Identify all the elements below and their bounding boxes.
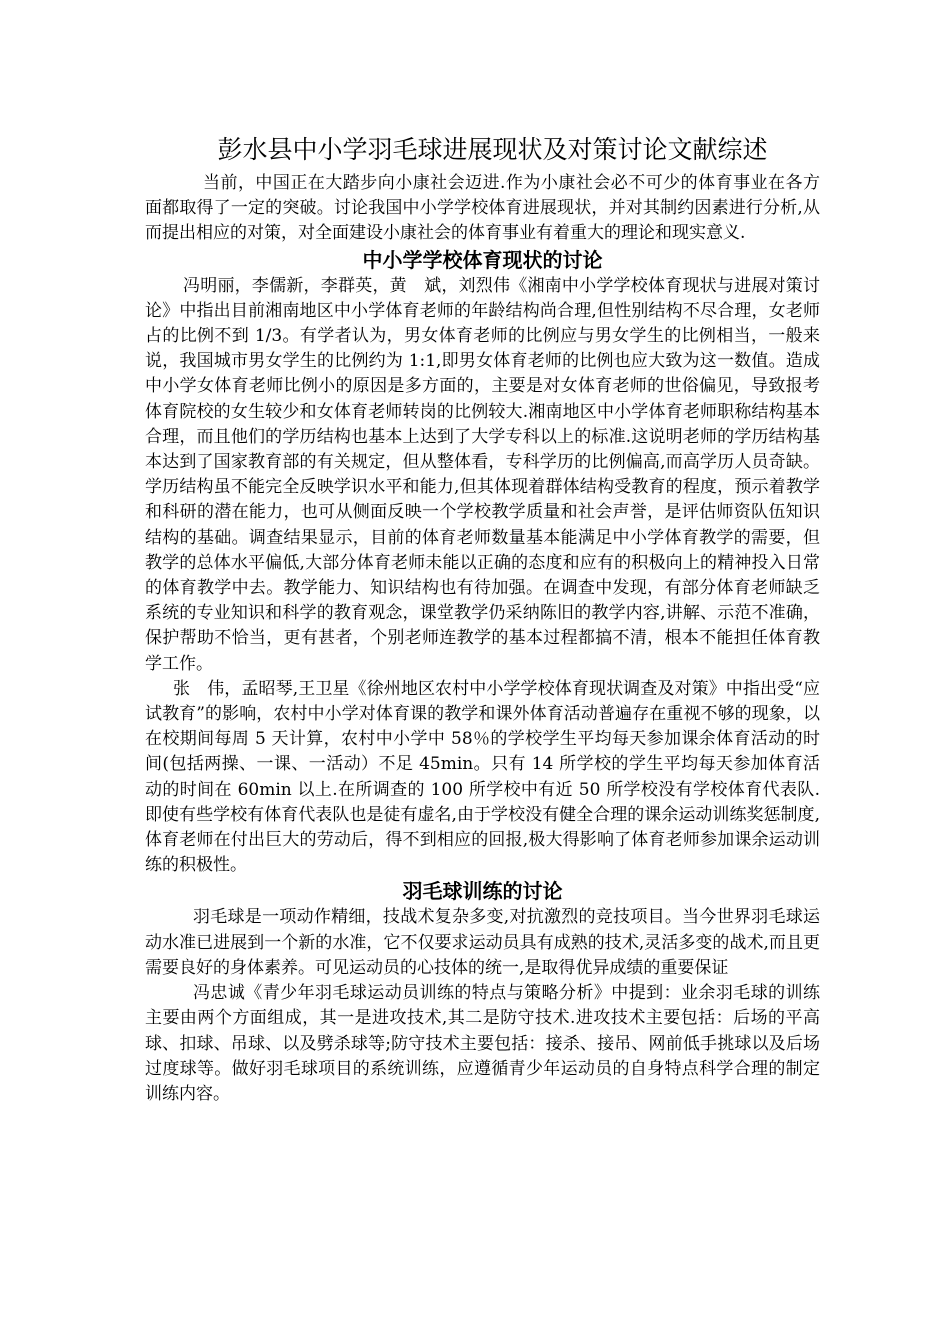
document-page bbox=[145, 133, 820, 1107]
intro-paragraph: 当前，中国正在大踏步向小康社会迈进.作为小康社会必不可少的体育事业在各方面都取得了一定的突破。讨论我国中小学学校体育进展现状，并对其制约因素进行分析,从而提出相应的对策，对全面建设小康社会的体育事业有着重大的理论和现实意义. bbox=[145, 173, 820, 244]
paragraph-school-pe-2: 张 伟，孟昭琴,王卫星《徐州地区农村中小学学校体育现状调查及对策》中指出受“应试教育”的影响，农村中小学对体育课的教学和课外体育活动普遍存在重视不够的现象，以在校期间每周 5 天计算，农村中小学中 58％的学校学生平均每天参加课余体育活动的时间(包括两操、一课、一活动）不足 45min。只有 14 所学校的学生平均每天参加体育活动的时间在 60min 以上.在所调查的 100 所学校中有近 50 所学校没有学校体育代表队.即使有些学校有体育代表队也是徒有虚名,由于学校没有健全合理的课余运动训练奖惩制度,体育老师在付出巨大的劳动后，得不到相应的回报,极大得影响了体育老师参加课余运动训练的积极性。 bbox=[145, 678, 820, 876]
paragraph-school-pe-1: 冯明丽，李儒新，李群英，黄 斌，刘烈伟《湘南中小学学校体育现状与进展对策讨论》中指出目前湘南地区中小学体育老师的年龄结构尚合理,但性别结构不尽合理，女老师占的比例不到 1/3。有学者认为，男女体育老师的比例应与男女学生的比例相当，一般来说，我国城市男女学生的比例约为 1:1,即男女体育老师的比例也应大致为这一数值。造成中小学女体育老师比例小的原因是多方面的，主要是对女体育老师的世俗偏见，导致报考体育院校的女生较少和女体育老师转岗的比例较大.湘南地区中小学体育老师职称结构基本合理，而且他们的学历结构也基本上达到了大学专科以上的标准.这说明老师的学历结构基本达到了国家教育部的有关规定，但从整体看，专科学历的比例偏高,而高学历人员奇缺。学历结构虽不能完全反映学识水平和能力,但其体现着群体结构受教育的程度，预示着教学和科研的潜在能力，也可从侧面反映一个学校教学质量和社会声誉，是评估师资队伍知识结构的基础。调查结果显示，目前的体育老师数量基本能满足中小学体育教学的需要，但教学的总体水平偏低,大部分体育老师未能以正确的态度和应有的积极向上的精神投入日常的体育教学中去。教学能力、知识结构也有待加强。在调查中发现，有部分体育老师缺乏系统的专业知识和科学的教育观念，课堂教学仍采纳陈旧的教学内容,讲解、示范不准确，保护帮助不恰当，更有甚者，个别老师连教学的基本过程都搞不清，根本不能担任体育教学工作。 bbox=[145, 275, 820, 674]
section-heading-badminton: 羽毛球训练的讨论 bbox=[402, 879, 563, 904]
section-heading-school-pe: 中小学学校体育现状的讨论 bbox=[362, 247, 603, 272]
paragraph-badminton-1: 羽毛球是一项动作精细，技战术复杂多变,对抗激烈的竞技项目。当今世界羽毛球运动水准已进展到一个新的水准，它不仅要求运动员具有成熟的技术,灵活多变的战术,而且更需要良好的身体素养。可见运动员的心技体的统一,是取得优异成绩的重要保证 bbox=[145, 907, 820, 978]
paragraph-badminton-2: 冯忠诚《青少年羽毛球运动员训练的特点与策略分析》中提到：业余羽毛球的训练主要由两个方面组成，其一是进攻技术,其二是防守技术.进攻技术主要包括：后场的平高球、扣球、吊球、以及劈杀球等;防守技术主要包括：接杀、接吊、网前低手挑球以及后场过度球等。做好羽毛球项目的系统训练，应遵循青少年运动员的自身特点科学合理的制定训练内容。 bbox=[145, 983, 820, 1104]
document-title: 彭水县中小学羽毛球进展现状及对策讨论文献综述 bbox=[217, 135, 768, 164]
